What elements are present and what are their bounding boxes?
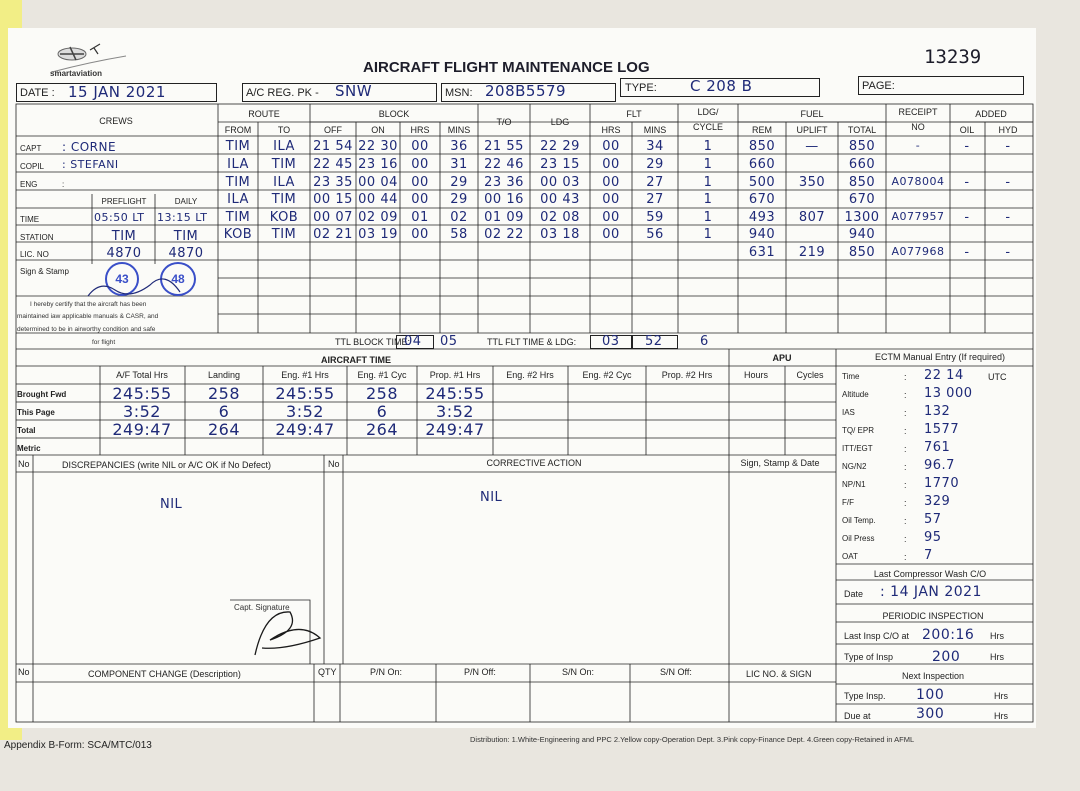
sn-on-header: S/N On: — [562, 667, 595, 677]
sn-off-header: S/N Off: — [660, 667, 692, 677]
capt-signature-label: Capt. Signature — [234, 603, 290, 612]
landing-header: LDG — [550, 117, 570, 127]
ectm-colon: : — [904, 444, 907, 454]
leg-fhrs-cell: 00 — [602, 210, 620, 225]
leg-fmins-cell: 56 — [646, 227, 664, 242]
receipt-header: RECEIPT — [898, 107, 938, 117]
oil-header: OIL — [959, 125, 975, 135]
leg-hyd-cell: - — [1005, 210, 1011, 225]
leg-ldg-cell: 22 29 — [540, 139, 580, 154]
leg-oil-cell: - — [964, 139, 970, 154]
aircraft-time-col-header: Eng. #2 Cyc — [582, 370, 632, 380]
ectm-value: 13 000 — [924, 386, 973, 401]
leg-cycle-cell: 1 — [703, 157, 713, 172]
uplift-header: UPLIFT — [796, 125, 828, 135]
ectm-label: F/F — [842, 498, 854, 507]
on-header: ON — [371, 125, 385, 135]
acreg-label: A/C REG. PK - — [246, 87, 319, 99]
stamp-number: 48 — [171, 272, 185, 286]
certification-text: determined to be in airworthy condition and safe — [17, 326, 156, 333]
aircraft-time-cell: 3:52 — [286, 402, 324, 421]
block-hrs-header: HRS — [410, 125, 430, 135]
aircraft-time-cell: 258 — [365, 384, 399, 403]
compressor-wash-header: Last Compressor Wash C/O — [873, 569, 987, 579]
last-insp-unit: Hrs — [990, 631, 1004, 641]
due-at-label: Due at — [844, 711, 871, 721]
leg-from-cell: KOB — [223, 227, 253, 242]
aircraft-time-cell: 264 — [207, 420, 241, 439]
leg-cycle-cell: 1 — [703, 192, 713, 207]
aircraft-time-row-label: Brought Fwd — [17, 390, 67, 399]
lic-label: LIC. NO — [20, 250, 49, 259]
leg-from-cell: TIM — [225, 175, 251, 190]
corrective-no-header: No — [328, 459, 340, 469]
ectm-label: Altitude — [842, 390, 869, 399]
leg-fhrs-cell: 00 — [602, 157, 620, 172]
daily-header: DAILY — [174, 197, 198, 206]
ttl-landings: 6 — [700, 334, 709, 349]
leg-rem-cell: 660 — [748, 157, 776, 172]
leg-hrs-cell: 01 — [411, 210, 429, 225]
leg-to_t-cell: 21 55 — [484, 139, 524, 154]
ectm-colon: : — [904, 552, 907, 562]
leg-rem-cell: 850 — [748, 139, 776, 154]
type-insp-unit: Hrs — [990, 652, 1004, 662]
leg-hyd-cell: - — [1005, 245, 1011, 260]
leg-to_t-cell: 01 09 — [484, 210, 524, 225]
eng-name: : — [62, 180, 65, 189]
leg-cycle-cell: 1 — [703, 210, 713, 225]
ectm-value: 57 — [924, 512, 942, 527]
aircraft-time-cell: 249:47 — [425, 420, 485, 439]
ectm-value: 22 14 — [924, 368, 964, 383]
leg-ldg-cell: 23 15 — [540, 157, 580, 172]
leg-hyd-cell: - — [1005, 139, 1011, 154]
leg-total-cell: 660 — [848, 157, 876, 172]
leg-to_t-cell: 23 36 — [484, 175, 524, 190]
hyd-header: HYD — [998, 125, 1018, 135]
takeoff-header: T/O — [496, 117, 512, 127]
eng-label: ENG — [20, 180, 38, 189]
certification-text: I hereby certify that the aircraft has been — [30, 301, 147, 308]
leg-on-cell: 22 30 — [358, 139, 398, 154]
distribution-note: Distribution: 1.White-Engineering and PPC 2.Yellow copy-Operation Dept. 3.Pink copy-Finance Dept. 4.Green copy-Retained in AFML — [470, 735, 915, 744]
aircraft-time-cell: 6 — [218, 402, 230, 421]
ectm-label: OAT — [842, 552, 858, 561]
component-no-header: No — [18, 667, 30, 677]
leg-off-cell: 21 54 — [313, 139, 353, 154]
corrective-action-header: CORRECTIVE ACTION — [486, 458, 582, 468]
leg-ldg-cell: 03 18 — [540, 227, 580, 242]
leg-ldg-cell: 00 03 — [540, 175, 580, 190]
discrepancies-header: DISCREPANCIES (write NIL or A/C OK if No Defect) — [62, 460, 272, 470]
serial-number: 13239 — [924, 46, 982, 68]
type-value: C 208 B — [690, 77, 753, 95]
flt-mins-header: MINS — [643, 125, 667, 135]
page-title: AIRCRAFT FLIGHT MAINTENANCE LOG — [363, 59, 650, 76]
aircraft-time-cell: 249:47 — [112, 420, 172, 439]
type-insp-label: Type of Insp — [844, 652, 894, 662]
stamp-number: 43 — [115, 272, 129, 286]
leg-off-cell: 02 21 — [313, 227, 353, 242]
apu-hours-header: Hours — [743, 370, 769, 380]
leg-to-cell: KOB — [269, 210, 299, 225]
leg-receipt-cell: A077957 — [891, 210, 945, 223]
ectm-colon: : — [904, 426, 907, 436]
ectm-colon: : — [904, 372, 907, 382]
corrective-value: NIL — [480, 490, 503, 505]
leg-hrs-cell: 00 — [411, 227, 429, 242]
leg-uplift-cell: 350 — [798, 175, 826, 190]
leg-to_t-cell: 00 16 — [484, 192, 524, 207]
wash-date-text: 14 JAN 2021 — [890, 584, 982, 600]
leg-mins-cell: 31 — [450, 157, 468, 172]
acreg-value: SNW — [335, 82, 373, 100]
preflight-header: PREFLIGHT — [101, 197, 147, 206]
ectm-colon: : — [904, 498, 907, 508]
ectm-unit: UTC — [988, 372, 1007, 382]
certification-text: for flight — [92, 339, 116, 346]
leg-off-cell: 00 07 — [313, 210, 353, 225]
route-header: ROUTE — [248, 109, 280, 119]
leg-total-cell: 1300 — [844, 210, 880, 225]
aircraft-time-cell: 258 — [207, 384, 241, 403]
aircraft-time-cell: 3:52 — [436, 402, 474, 421]
total-header: TOTAL — [847, 125, 877, 135]
ttl-flt-mins: 52 — [645, 334, 663, 349]
from-header: FROM — [224, 125, 252, 135]
aircraft-time-cell: 6 — [376, 402, 388, 421]
aircraft-time-cell: 264 — [365, 420, 399, 439]
sign-stamp-date-header: Sign, Stamp & Date — [740, 458, 820, 468]
msn-value: 208B5579 — [485, 82, 567, 100]
leg-ldg-cell: 02 08 — [540, 210, 580, 225]
aircraft-time-col-header: Eng. #1 Hrs — [281, 370, 329, 380]
aircraft-time-row-label: Metric — [17, 444, 41, 453]
leg-fmins-cell: 29 — [646, 157, 664, 172]
leg-on-cell: 00 44 — [358, 192, 398, 207]
leg-to-cell: ILA — [273, 175, 295, 190]
aircraft-time-header: AIRCRAFT TIME — [321, 355, 391, 365]
aircraft-time-col-header: Prop. #2 Hrs — [661, 370, 713, 380]
qty-header: QTY — [318, 667, 337, 677]
leg-total-cell: 850 — [848, 139, 876, 154]
ttl-block-mins: 05 — [440, 334, 458, 349]
aircraft-time-cell: 245:55 — [112, 384, 172, 403]
ectm-label: Oil Press — [842, 534, 875, 543]
apu-cycles-header: Cycles — [796, 370, 824, 380]
leg-to-cell: TIM — [271, 227, 297, 242]
pn-on-header: P/N On: — [370, 667, 403, 677]
daily-time: 13:15 LT — [157, 211, 208, 224]
sign-stamp-label: Sign & Stamp — [20, 267, 69, 276]
time-label: TIME — [20, 215, 40, 224]
crews-header: CREWS — [99, 116, 133, 126]
station-label: STATION — [20, 233, 54, 242]
ectm-label: IAS — [842, 408, 855, 417]
leg-cycle-cell: 1 — [703, 139, 713, 154]
leg-total-cell: 670 — [848, 192, 876, 207]
leg-from-cell: ILA — [227, 157, 249, 172]
date-value: 15 JAN 2021 — [68, 83, 166, 101]
ttl-flt-hrs: 03 — [602, 334, 620, 349]
leg-fhrs-cell: 00 — [602, 139, 620, 154]
leg-cycle-cell: 1 — [703, 227, 713, 242]
leg-off-cell: 22 45 — [313, 157, 353, 172]
leg-hrs-cell: 00 — [411, 139, 429, 154]
ectm-colon: : — [904, 480, 907, 490]
leg-fmins-cell: 27 — [646, 175, 664, 190]
due-at-unit: Hrs — [994, 711, 1008, 721]
leg-mins-cell: 02 — [450, 210, 468, 225]
ectm-value: 132 — [924, 404, 951, 419]
aircraft-time-col-header: Eng. #2 Hrs — [506, 370, 554, 380]
leg-fhrs-cell: 00 — [602, 192, 620, 207]
copil-name: : STEFANI — [62, 158, 119, 171]
leg-rem-cell: 940 — [748, 227, 776, 242]
flt-header: FLT — [626, 109, 642, 119]
leg-receipt-cell: - — [915, 139, 921, 152]
leg-to-cell: ILA — [273, 139, 295, 154]
leg-oil-cell: - — [964, 175, 970, 190]
ttl-flt-label: TTL FLT TIME & LDG: — [487, 337, 577, 347]
leg-from-cell: ILA — [227, 192, 249, 207]
rem-header: REM — [752, 125, 772, 135]
form-number: Appendix B-Form: SCA/MTC/013 — [4, 740, 152, 751]
discrepancy-no-header: No — [18, 459, 30, 469]
ttl-block-label: TTL BLOCK TIME: — [335, 337, 411, 347]
aircraft-time-cell: 249:47 — [275, 420, 335, 439]
capt-label: CAPT — [20, 144, 42, 153]
aircraft-time-col-header: Landing — [207, 370, 241, 380]
ectm-value: 329 — [924, 494, 951, 509]
ectm-colon: : — [904, 462, 907, 472]
receipt-header-2: NO — [911, 122, 925, 132]
leg-mins-cell: 58 — [450, 227, 468, 242]
apu-header: APU — [772, 353, 792, 363]
discrepancy-value: NIL — [160, 497, 183, 512]
ectm-label: NG/N2 — [842, 462, 867, 471]
leg-mins-cell: 29 — [450, 192, 468, 207]
leg-hrs-cell: 00 — [411, 157, 429, 172]
type-insp-value: 200 — [932, 649, 961, 665]
leg-receipt-cell: A077968 — [891, 245, 945, 258]
leg-fhrs-cell: 00 — [602, 175, 620, 190]
aircraft-time-col-header: Eng. #1 Cyc — [357, 370, 407, 380]
leg-fhrs-cell: 00 — [602, 227, 620, 242]
preflight-time: 05:50 LT — [94, 211, 145, 224]
leg-to_t-cell: 22 46 — [484, 157, 524, 172]
ectm-value: 95 — [924, 530, 942, 545]
leg-hrs-cell: 00 — [411, 175, 429, 190]
last-insp-label: Last Insp C/O at — [844, 631, 910, 641]
leg-fmins-cell: 34 — [646, 139, 664, 154]
periodic-inspection-header: PERIODIC INSPECTION — [882, 611, 984, 621]
leg-total-cell: 850 — [848, 245, 876, 260]
leg-uplift-cell: 219 — [798, 245, 826, 260]
certification-text: maintained iaw applicable manuals & CASR, and — [17, 313, 159, 320]
last-insp-value: 200:16 — [922, 627, 975, 643]
aircraft-time-row-label: This Page — [17, 408, 55, 417]
leg-from-cell: TIM — [225, 139, 251, 154]
leg-off-cell: 00 15 — [313, 192, 353, 207]
component-change-header: COMPONENT CHANGE (Description) — [88, 669, 241, 679]
leg-ldg-cell: 00 43 — [540, 192, 580, 207]
capt-name: : CORNE — [62, 140, 117, 154]
wash-date-label: Date — [844, 589, 864, 599]
ectm-label: Time — [842, 372, 860, 381]
ectm-value: 761 — [924, 440, 951, 455]
to-header: TO — [277, 125, 291, 135]
leg-oil-cell: - — [964, 245, 970, 260]
brand-name: smartaviation — [50, 69, 103, 78]
type-label: TYPE: — [625, 82, 657, 94]
leg-receipt-cell: A078004 — [891, 175, 945, 188]
flt-hrs-header: HRS — [601, 125, 621, 135]
leg-hyd-cell: - — [1005, 175, 1011, 190]
leg-rem-cell: 670 — [748, 192, 776, 207]
next-type-unit: Hrs — [994, 691, 1008, 701]
preflight-station: TIM — [111, 229, 137, 244]
ectm-label: Oil Temp. — [842, 516, 876, 525]
date-label: DATE : — [20, 87, 55, 99]
ectm-colon: : — [904, 390, 907, 400]
pn-off-header: P/N Off: — [464, 667, 496, 677]
leg-to-cell: TIM — [271, 192, 297, 207]
block-mins-header: MINS — [447, 125, 471, 135]
ectm-header: ECTM Manual Entry (If required) — [874, 352, 1006, 362]
leg-on-cell: 23 16 — [358, 157, 398, 172]
ectm-value: 1770 — [924, 476, 960, 491]
leg-rem-cell: 631 — [748, 245, 776, 260]
aircraft-time-col-header: Prop. #1 Hrs — [429, 370, 481, 380]
leg-rem-cell: 500 — [748, 175, 776, 190]
leg-on-cell: 00 04 — [358, 175, 398, 190]
ectm-label: NP/N1 — [842, 480, 866, 489]
preflight-lic: 4870 — [106, 246, 142, 261]
fuel-header: FUEL — [800, 109, 824, 119]
wash-date-value: : 14 JAN 2021 — [880, 584, 982, 600]
off-header: OFF — [324, 125, 342, 135]
ttl-block-hrs: 04 — [404, 334, 422, 349]
leg-cycle-cell: 1 — [703, 175, 713, 190]
ldg-cycle-header: LDG/ — [697, 107, 719, 117]
leg-from-cell: TIM — [225, 210, 251, 225]
next-inspection-header: Next Inspection — [901, 671, 965, 681]
leg-fmins-cell: 59 — [646, 210, 664, 225]
leg-mins-cell: 36 — [450, 139, 468, 154]
ldg-cycle-header-2: CYCLE — [692, 122, 724, 132]
ectm-value: 1577 — [924, 422, 960, 437]
leg-oil-cell: - — [964, 210, 970, 225]
leg-rem-cell: 493 — [748, 210, 776, 225]
leg-to_t-cell: 02 22 — [484, 227, 524, 242]
copil-label: COPIL — [20, 162, 45, 171]
leg-off-cell: 23 35 — [313, 175, 353, 190]
leg-on-cell: 03 19 — [358, 227, 398, 242]
msn-label: MSN: — [445, 87, 473, 99]
leg-mins-cell: 29 — [450, 175, 468, 190]
lic-sign-header: LIC NO. & SIGN — [746, 669, 812, 679]
added-header: ADDED — [975, 109, 1007, 119]
aircraft-time-cell: 3:52 — [123, 402, 161, 421]
leg-to-cell: TIM — [271, 157, 297, 172]
block-header: BLOCK — [378, 109, 410, 119]
next-type-value: 100 — [916, 687, 945, 703]
ectm-label: ITT/EGT — [842, 444, 873, 453]
ectm-colon: : — [904, 516, 907, 526]
leg-hrs-cell: 00 — [411, 192, 429, 207]
ectm-label: TQ/ EPR — [842, 426, 875, 435]
aircraft-time-cell: 245:55 — [275, 384, 335, 403]
due-at-value: 300 — [916, 706, 945, 722]
leg-fmins-cell: 27 — [646, 192, 664, 207]
next-type-label: Type Insp. — [844, 691, 886, 701]
aircraft-time-cell: 245:55 — [425, 384, 485, 403]
page-label: PAGE: — [862, 80, 895, 92]
leg-total-cell: 940 — [848, 227, 876, 242]
daily-lic: 4870 — [168, 246, 204, 261]
daily-station: TIM — [173, 229, 199, 244]
aircraft-time-col-header: A/F Total Hrs — [116, 370, 168, 380]
ectm-colon: : — [904, 534, 907, 544]
leg-uplift-cell: — — [805, 139, 819, 154]
leg-on-cell: 02 09 — [358, 210, 398, 225]
leg-uplift-cell: 807 — [798, 210, 826, 225]
ectm-colon: : — [904, 408, 907, 418]
ectm-value: 96.7 — [924, 458, 955, 473]
leg-total-cell: 850 — [848, 175, 876, 190]
aircraft-time-row-label: Total — [17, 426, 36, 435]
ectm-value: 7 — [924, 548, 933, 563]
